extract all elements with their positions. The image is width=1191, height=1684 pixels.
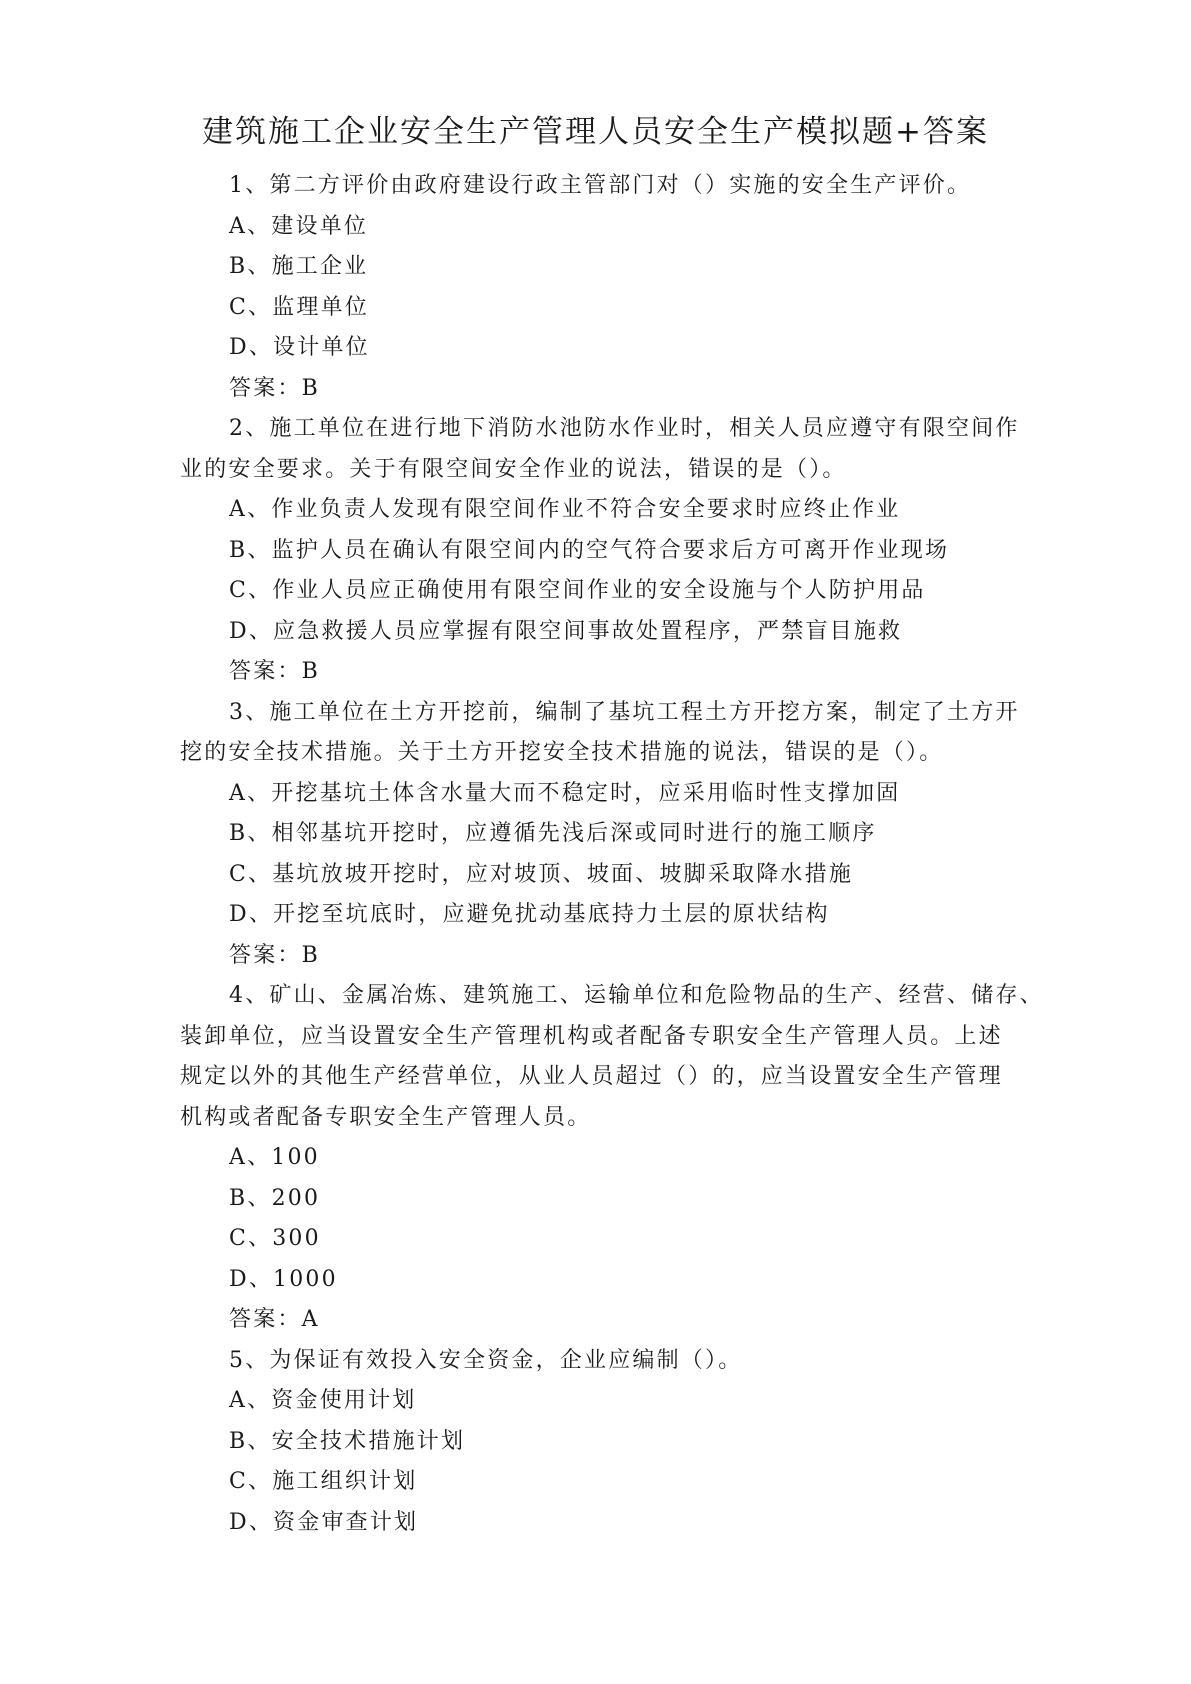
- question-3: [180, 693, 1040, 977]
- question-text-line: 装卸单位，应当设置安全生产管理机构或者配备专职安全生产管理人员。上述: [180, 1023, 1003, 1049]
- question-text-line: 业的安全要求。关于有限空间安全作业的说法，错误的是（）。: [180, 456, 847, 482]
- answer-option: B、监护人员在确认有限空间内的空气符合要求后方可离开作业现场: [229, 537, 950, 563]
- answer-option: D、设计单位: [229, 335, 370, 360]
- answer-option: B、施工企业: [229, 254, 369, 279]
- correct-answer: 答案：B: [229, 942, 320, 968]
- question-text-line: 3、施工单位在土方开挖前，编制了基坑工程土方开挖方案，制定了土方开: [229, 699, 1020, 725]
- question-text-line: 规定以外的其他生产经营单位，从业人员超过（）的，应当设置安全生产管理: [180, 1064, 1003, 1089]
- answer-option: D、开挖至坑底时，应避免扰动基底持力土层的原状结构: [229, 902, 830, 927]
- answer-option: A、开挖基坑土体含水量大而不稳定时，应采用临时性支撑加固: [229, 780, 901, 806]
- question-5: [180, 1341, 1040, 1544]
- question-text-line: 5、为保证有效投入安全资金，企业应编制（）。: [229, 1347, 743, 1373]
- correct-answer: 答案：B: [229, 375, 320, 401]
- question-list: [180, 166, 1044, 1543]
- answer-option: A、资金使用计划: [229, 1388, 417, 1413]
- answer-option: C、基坑放坡开挖时，应对坡顶、坡面、坡脚采取降水措施: [229, 861, 854, 887]
- answer-option: D、资金审查计划: [229, 1509, 419, 1535]
- question-text-line: 挖的安全技术措施。关于土方开挖安全技术措施的说法，错误的是（）。: [180, 740, 944, 765]
- answer-option: A、100: [229, 1145, 320, 1170]
- question-text-line: 1、第二方评价由政府建设行政主管部门对（）实施的安全生产评价。: [229, 173, 972, 198]
- question-text-line: 机构或者配备专职安全生产管理人员。: [180, 1104, 592, 1130]
- answer-option: B、安全技术措施计划: [229, 1428, 466, 1454]
- question-1: [180, 166, 1040, 409]
- answer-option: C、施工组织计划: [229, 1469, 418, 1494]
- answer-option: C、300: [229, 1226, 321, 1251]
- correct-answer: 答案：B: [229, 659, 320, 684]
- answer-option: A、建设单位: [229, 213, 369, 239]
- answer-option: B、相邻基坑开挖时，应遵循先浅后深或同时进行的施工顺序: [229, 821, 877, 846]
- document-title: 建筑施工企业安全生产管理人员安全生产模拟题+答案: [202, 114, 989, 150]
- answer-option: A、作业负责人发现有限空间作业不符合安全要求时应终止作业: [229, 497, 901, 522]
- question-text-line: 4、矿山、金属冶炼、建筑施工、运输单位和危险物品的生产、经营、储存、: [229, 983, 1044, 1008]
- question-2: [180, 409, 1040, 693]
- question-4: [180, 976, 1044, 1341]
- answer-option: C、作业人员应正确使用有限空间作业的安全设施与个人防护用品: [229, 578, 926, 603]
- answer-option: D、1000: [229, 1266, 338, 1292]
- question-text-line: 2、施工单位在进行地下消防水池防水作业时，相关人员应遵守有限空间作: [229, 416, 1020, 441]
- correct-answer: 答案：A: [229, 1307, 320, 1332]
- answer-option: D、应急救援人员应掌握有限空间事故处置程序，严禁盲目施救: [229, 618, 903, 644]
- answer-option: C、监理单位: [229, 294, 370, 320]
- answer-option: B、200: [229, 1185, 321, 1211]
